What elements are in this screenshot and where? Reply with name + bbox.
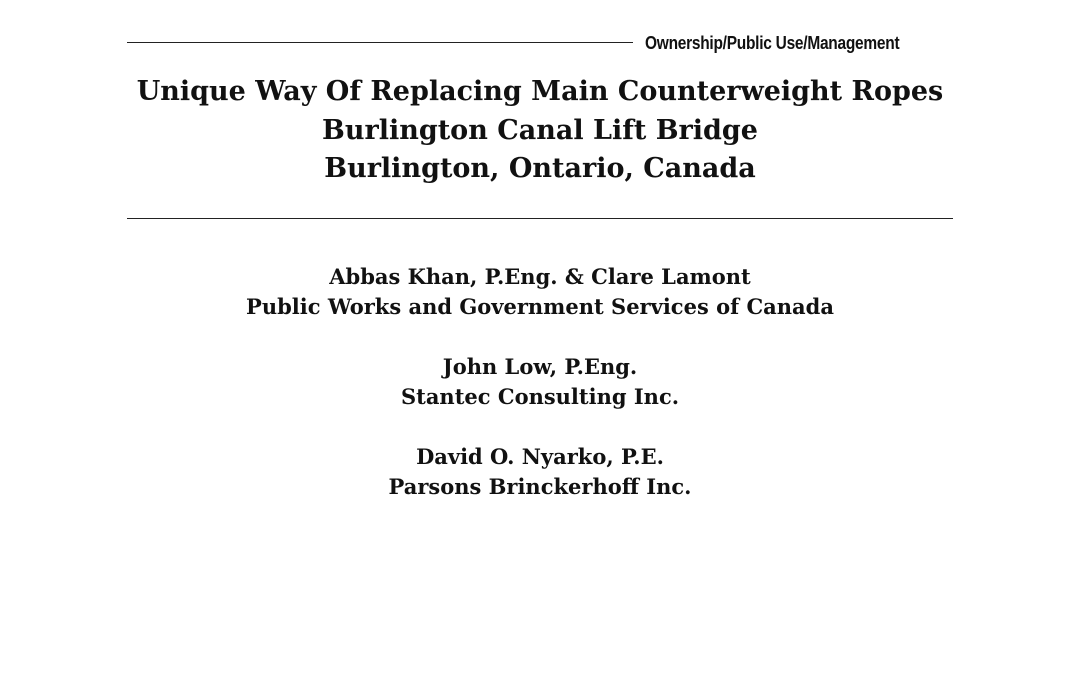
author-group-1 [127,262,953,322]
title-rule [127,218,953,219]
author-affiliation: Parsons Brinckerhoff Inc. [388,474,692,499]
title-line-2: Burlington Canal Lift Bridge [322,114,758,146]
author-affiliation: Stantec Consulting Inc. [400,384,680,409]
author-affiliation: Public Works and Government Services of Canada [246,294,834,319]
header-rule [127,42,633,43]
section-label: Ownership/Public Use/Management [645,33,900,53]
author-names: Abbas Khan, P.Eng. & Clare Lamont [329,264,751,289]
author-names: John Low, P.Eng. [442,354,638,379]
paper-title [127,73,953,189]
author-group-3 [127,442,953,502]
author-group-2 [127,352,953,412]
title-line-3: Burlington, Ontario, Canada [324,153,756,184]
author-names: David O. Nyarko, P.E. [416,444,664,469]
title-line-1: Unique Way Of Replacing Main Counterweight Ropes [136,76,944,107]
author-list [127,262,953,532]
